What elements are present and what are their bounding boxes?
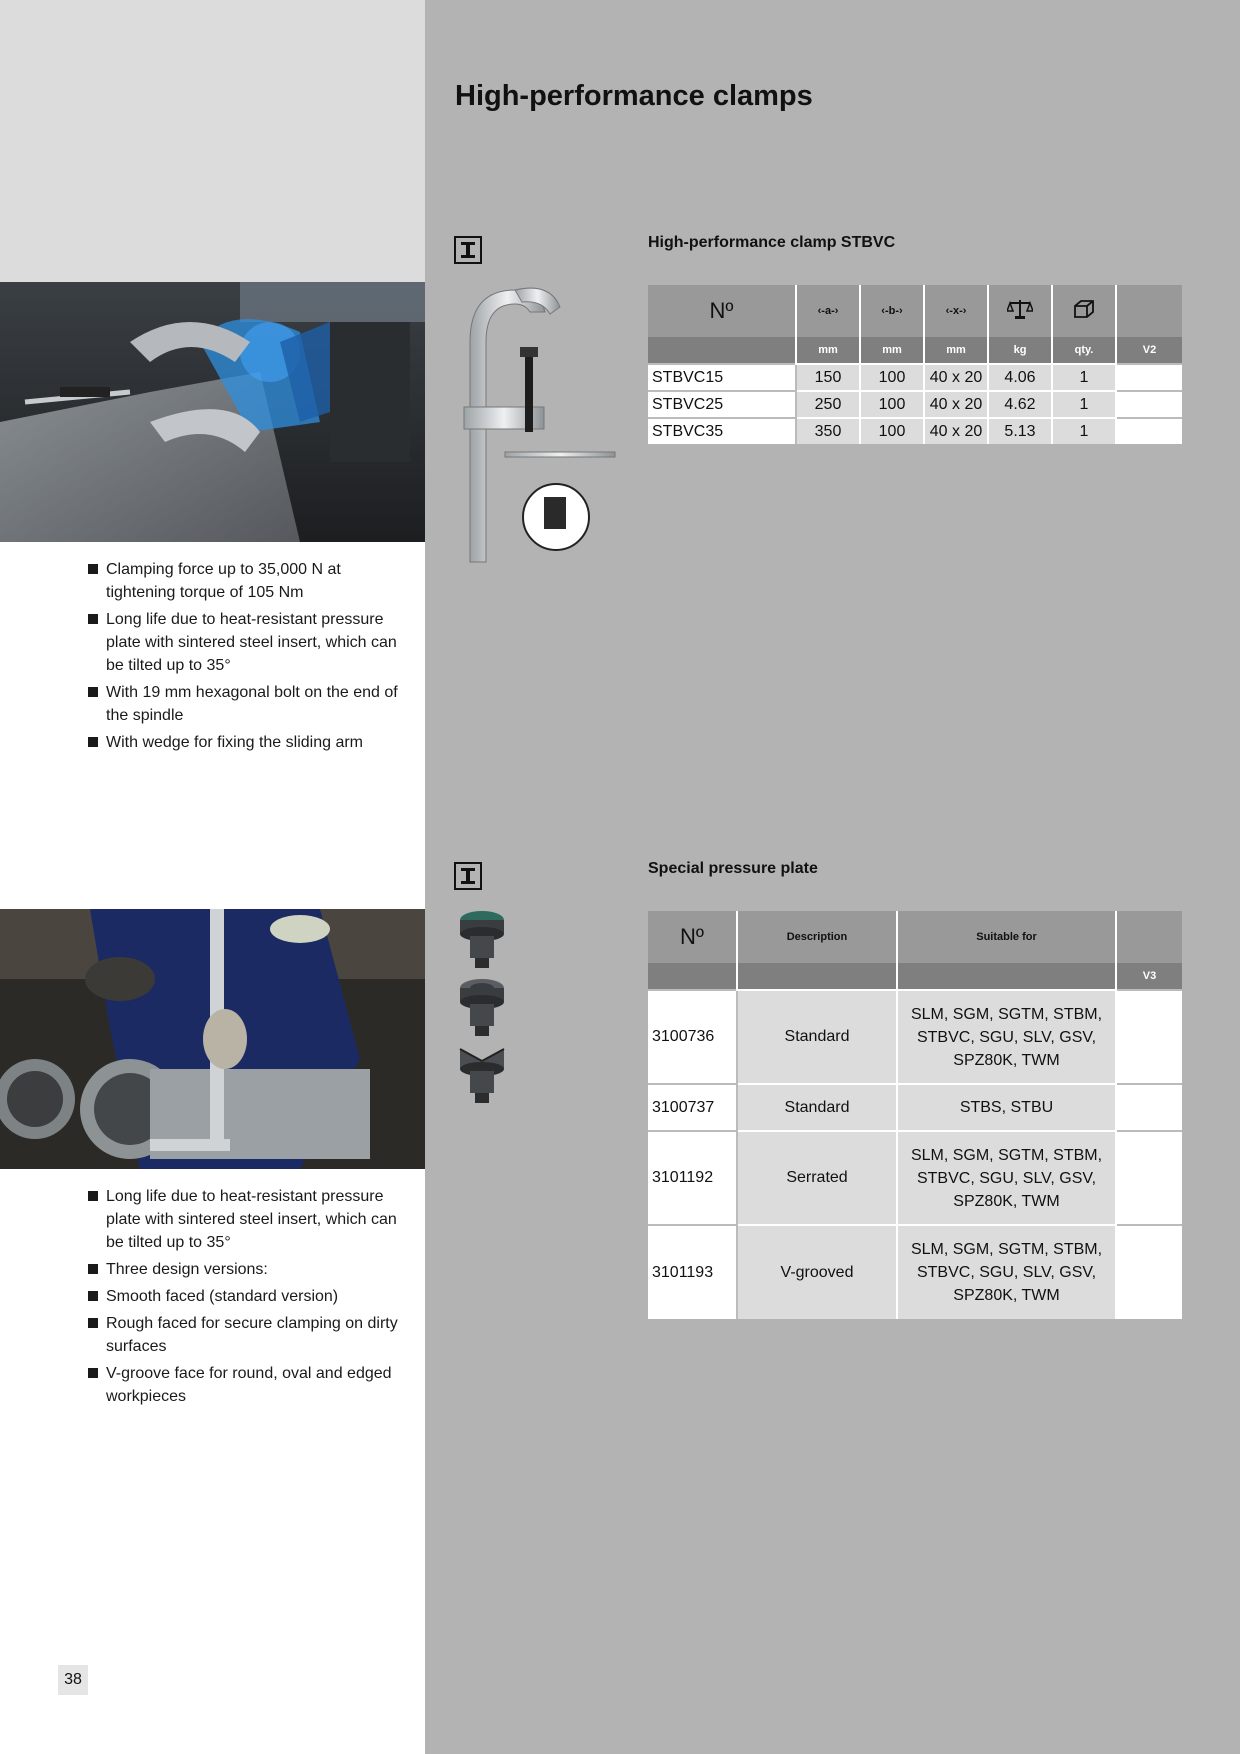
box-icon <box>1052 285 1116 337</box>
list-item: Long life due to heat-resistant pressure plate with sintered steel insert, which can be tilted up to 35° <box>88 1185 408 1254</box>
value-kg: 4.06 <box>988 364 1052 391</box>
page-number: 38 <box>58 1665 88 1695</box>
header-number: Nº <box>648 911 737 963</box>
table-row <box>648 1084 1182 1131</box>
header-suitable-for: Suitable for <box>897 911 1116 963</box>
pressure-plates-image <box>455 910 510 1115</box>
unit-cell: mm <box>860 337 924 364</box>
suitable-for: STBS, STBU <box>897 1084 1116 1131</box>
unit-cell-v3: V3 <box>1116 963 1182 990</box>
list-item: Smooth faced (standard version) <box>88 1285 408 1308</box>
i-beam-icon <box>454 862 482 890</box>
suitable-for: SLM, SGM, SGTM, STBM, STBVC, SGU, SLV, GSV, SPZ80K, TWM <box>897 990 1116 1084</box>
list-item: V-groove face for round, oval and edged workpieces <box>88 1362 408 1408</box>
value-b: 100 <box>860 364 924 391</box>
article-number: 3100737 <box>648 1084 737 1131</box>
table-row <box>648 1131 1182 1225</box>
unit-cell <box>737 963 897 990</box>
welding-photo <box>0 282 425 542</box>
section-title-pressure-plate: Special pressure plate <box>648 860 818 877</box>
value-v3 <box>1116 1225 1182 1319</box>
article-number: STBVC15 <box>648 364 796 391</box>
unit-cell: mm <box>924 337 988 364</box>
header-blank <box>1116 911 1182 963</box>
list-item: With wedge for fixing the sliding arm <box>88 731 408 754</box>
description: Standard <box>737 990 897 1084</box>
value-x: 40 x 20 <box>924 364 988 391</box>
list-item: Clamping force up to 35,000 N at tightening torque of 105 Nm <box>88 558 408 604</box>
unit-cell: kg <box>988 337 1052 364</box>
table-row <box>648 391 1182 418</box>
description: Standard <box>737 1084 897 1131</box>
value-b: 100 <box>860 391 924 418</box>
value-qty: 1 <box>1052 391 1116 418</box>
header-x: ‹-x-› <box>924 285 988 337</box>
value-a: 350 <box>796 418 860 444</box>
unit-cell <box>648 963 737 990</box>
right-content-panel <box>425 0 1240 1754</box>
stbvc-spec-table <box>648 285 1182 444</box>
unit-cell <box>648 337 796 364</box>
value-v3 <box>1116 1131 1182 1225</box>
unit-cell <box>897 963 1116 990</box>
unit-cell-v2: V2 <box>1116 337 1182 364</box>
list-item: With 19 mm hexagonal bolt on the end of the spindle <box>88 681 408 727</box>
value-v3 <box>1116 990 1182 1084</box>
page-title: High-performance clamps <box>455 80 813 112</box>
worker-clamp-photo <box>0 909 425 1169</box>
header-number: Nº <box>648 285 796 337</box>
value-v3 <box>1116 1084 1182 1131</box>
table-row <box>648 418 1182 444</box>
value-v2 <box>1116 391 1182 418</box>
pressure-plate-feature-list <box>88 1185 408 1412</box>
header-description: Description <box>737 911 897 963</box>
table-row <box>648 990 1182 1084</box>
article-number: 3100736 <box>648 990 737 1084</box>
article-number: 3101192 <box>648 1131 737 1225</box>
value-v2 <box>1116 418 1182 444</box>
value-x: 40 x 20 <box>924 391 988 418</box>
header-a: ‹-a-› <box>796 285 860 337</box>
table-row <box>648 364 1182 391</box>
pressure-plate-table <box>648 911 1182 1319</box>
article-number: 3101193 <box>648 1225 737 1319</box>
article-number: STBVC25 <box>648 391 796 418</box>
header-blank <box>1116 285 1182 337</box>
value-qty: 1 <box>1052 364 1116 391</box>
value-kg: 5.13 <box>988 418 1052 444</box>
weight-scale-icon <box>988 285 1052 337</box>
value-qty: 1 <box>1052 418 1116 444</box>
value-a: 150 <box>796 364 860 391</box>
section-title-stbvc: High-performance clamp STBVC <box>648 234 896 251</box>
value-v2 <box>1116 364 1182 391</box>
description: Serrated <box>737 1131 897 1225</box>
suitable-for: SLM, SGM, SGTM, STBM, STBVC, SGU, SLV, GSV, SPZ80K, TWM <box>897 1225 1116 1319</box>
value-x: 40 x 20 <box>924 418 988 444</box>
unit-cell: qty. <box>1052 337 1116 364</box>
article-number: STBVC35 <box>648 418 796 444</box>
description: V-grooved <box>737 1225 897 1319</box>
list-item: Long life due to heat-resistant pressure plate with sintered steel insert, which can be tilted up to 35° <box>88 608 408 677</box>
table-row <box>648 1225 1182 1319</box>
i-beam-icon <box>454 236 482 264</box>
value-kg: 4.62 <box>988 391 1052 418</box>
left-header-panel <box>0 0 425 282</box>
list-item: Rough faced for secure clamping on dirty surfaces <box>88 1312 408 1358</box>
stbvc-clamp-image <box>460 282 620 567</box>
header-b: ‹-b-› <box>860 285 924 337</box>
value-a: 250 <box>796 391 860 418</box>
suitable-for: SLM, SGM, SGTM, STBM, STBVC, SGU, SLV, GSV, SPZ80K, TWM <box>897 1131 1116 1225</box>
unit-cell: mm <box>796 337 860 364</box>
list-item: Three design versions: <box>88 1258 408 1281</box>
value-b: 100 <box>860 418 924 444</box>
clamp-feature-list <box>88 558 408 758</box>
